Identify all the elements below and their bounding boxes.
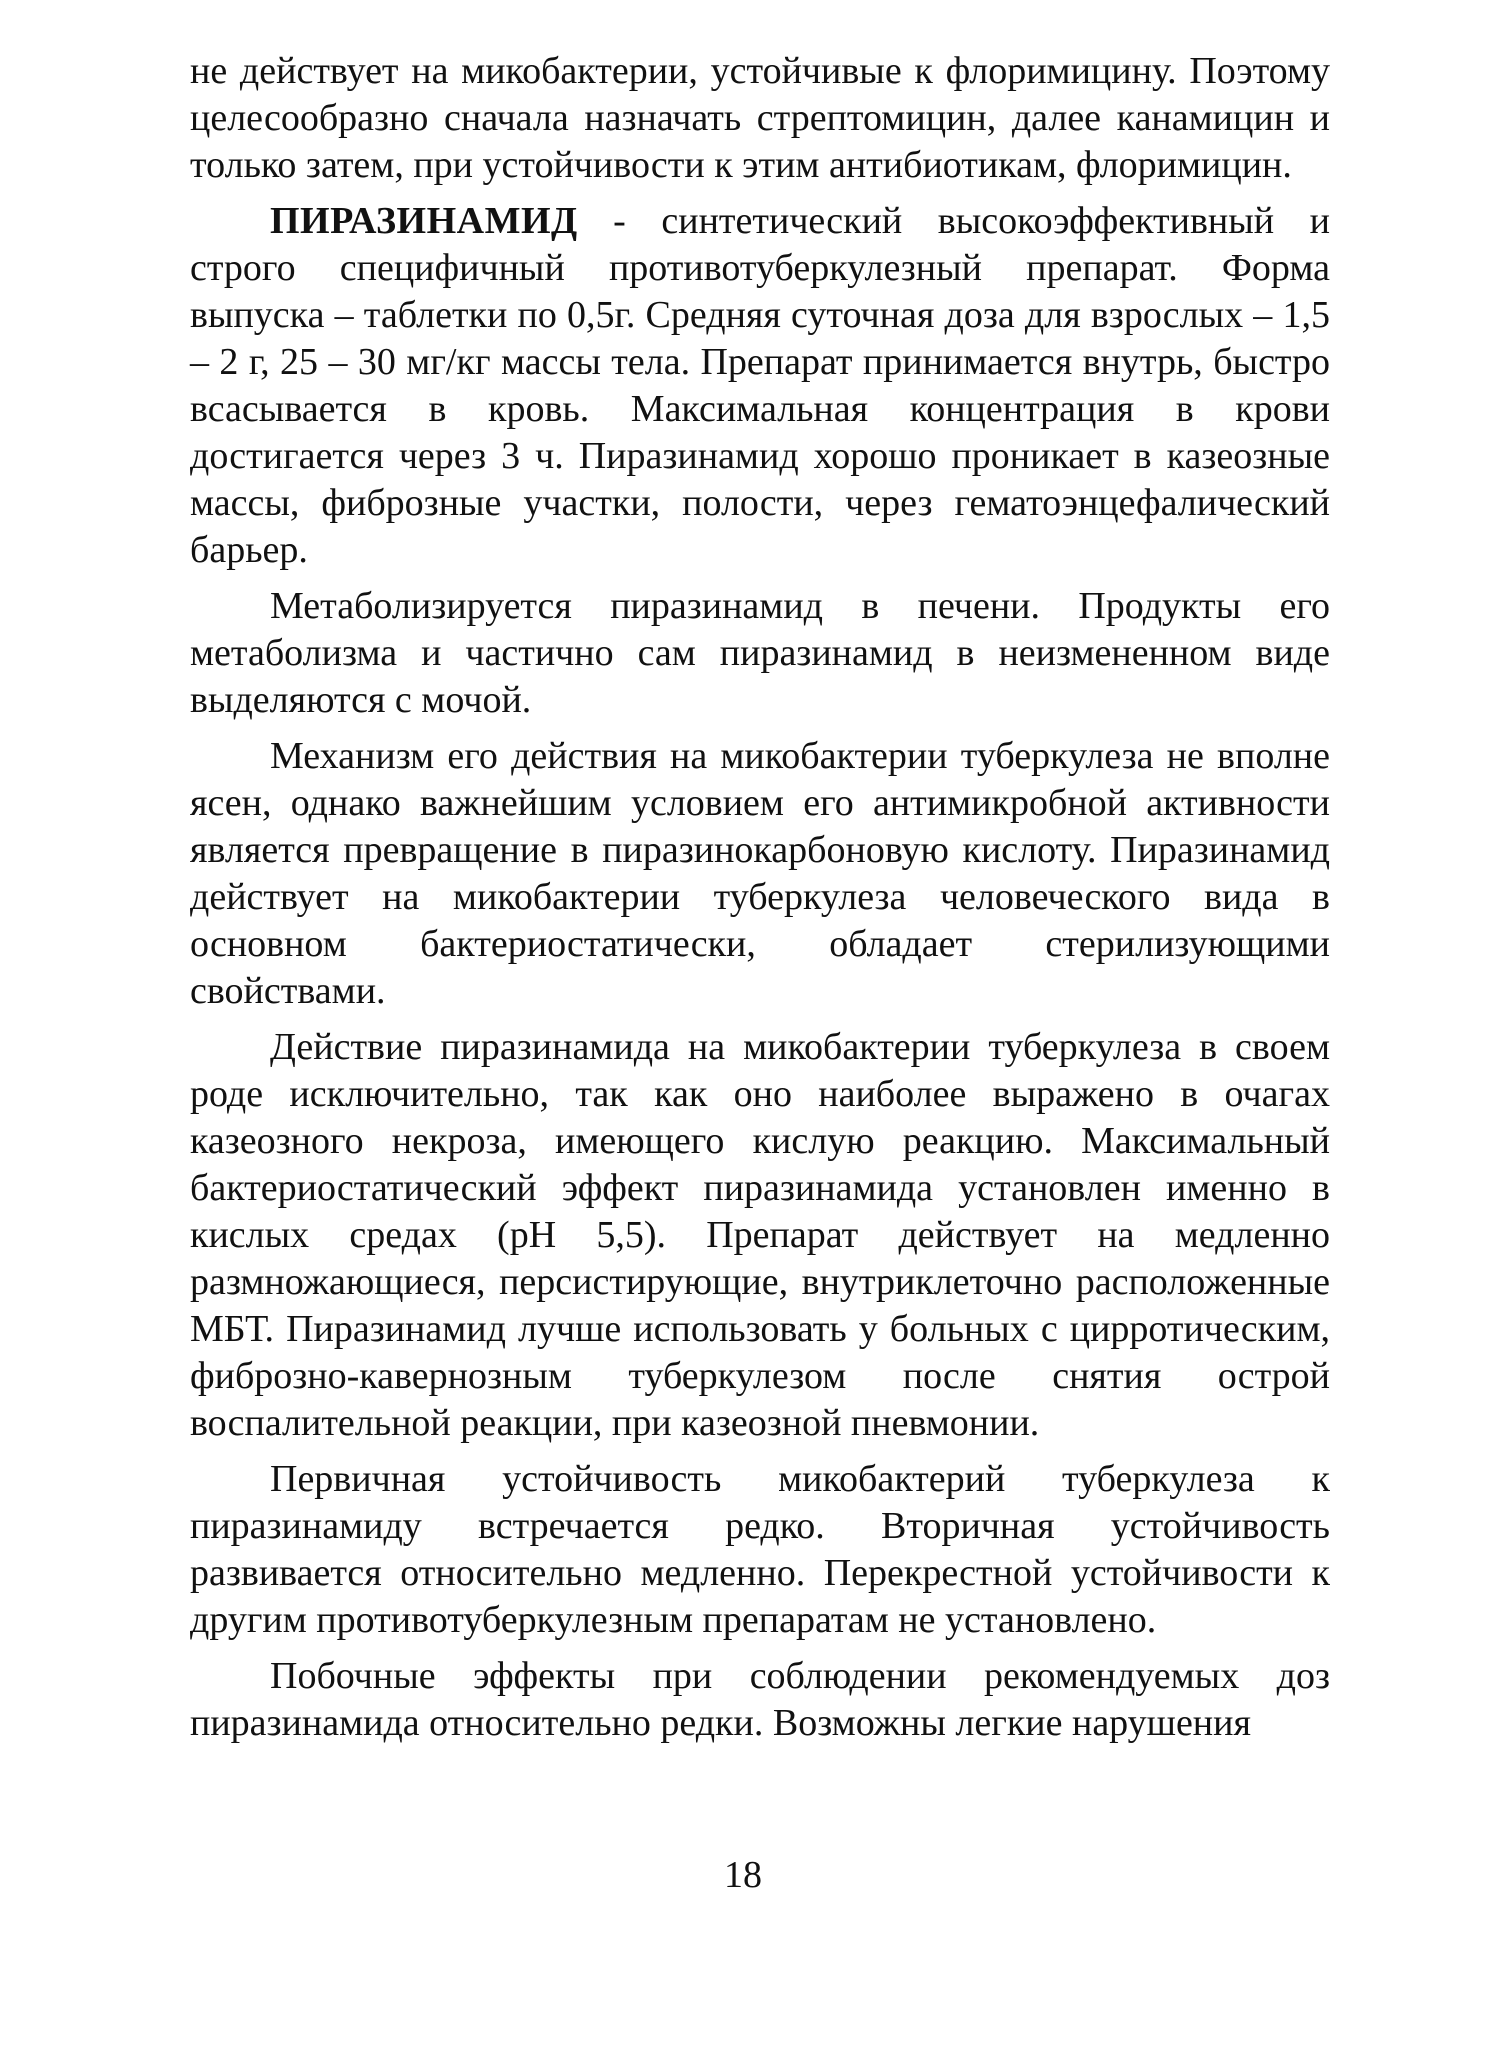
- page-number: 18: [724, 1854, 762, 1896]
- paragraph-resistance: Первичная устойчивость микобактерий туберкулеза к пиразинамиду встречается редко. Вторичная устойчивость развивается относительно медленно. Перекрестной устойчивости к другим противотуберкулезным препаратам не установлено.: [190, 1458, 1330, 1641]
- paragraph-metabolism: Метаболизируется пиразинамид в печени. Продукты его метаболизма и частично сам пиразинамид в неизмененном виде выделяются с мочой.: [190, 585, 1330, 721]
- body-text: [190, 48, 1330, 1756]
- drug-name-heading: ПИРАЗИНАМИД: [270, 200, 578, 242]
- paragraph-mechanism: Механизм его действия на микобактерии туберкулеза не вполне ясен, однако важнейшим условием его антимикробной активности является превращение в пиразинокарбоновую кислоту. Пиразинамид действует на микобактерии туберкулеза человеческого вида в основном бактериостатически, обладает стерилизующими свойствами.: [190, 735, 1330, 1012]
- paragraph-text: - синтетический высокоэффективный и строго специфичный противотуберкулезный препарат. Форма выпуска – таблетки по 0,5г. Средняя суточная доза для взрослых – 1,5 – 2 г, 25 – 30 мг/кг массы тела. Препарат принимается внутрь, быстро всасывается в кровь. Максимальная концентрация в крови достигается через 3 ч. Пиразинамид хорошо проникает в казеозные массы, фиброзные участки, полости, через гематоэнцефалический барьер.: [190, 200, 1330, 571]
- paragraph-pyrazinamide-intro: [190, 198, 1330, 574]
- paragraph-side-effects: Побочные эффекты при соблюдении рекомендуемых доз пиразинамида относительно редки. Возможны легкие нарушения: [190, 1655, 1330, 1744]
- paragraph-action: Действие пиразинамида на микобактерии туберкулеза в своем роде исключительно, так как оно наиболее выражено в очагах казеозного некроза, имеющего кислую реакцию. Максимальный бактериостатический эффект пиразинамида установлен именно в кислых средах (рН 5,5). Препарат действует на медленно размножающиеся, персистирующие, внутриклеточно расположенные МБТ. Пиразинамид лучше использовать у больных с цирротическим, фиброзно-кавернозным туберкулезом после снятия острой воспалительной реакции, при казеозной пневмонии.: [190, 1026, 1330, 1444]
- paragraph-continuation: не действует на микобактерии, устойчивые к флоримицину. Поэтому целесообразно сначала назначать стрептомицин, далее канамицин и только затем, при устойчивости к этим антибиотикам, флоримицин.: [190, 50, 1330, 186]
